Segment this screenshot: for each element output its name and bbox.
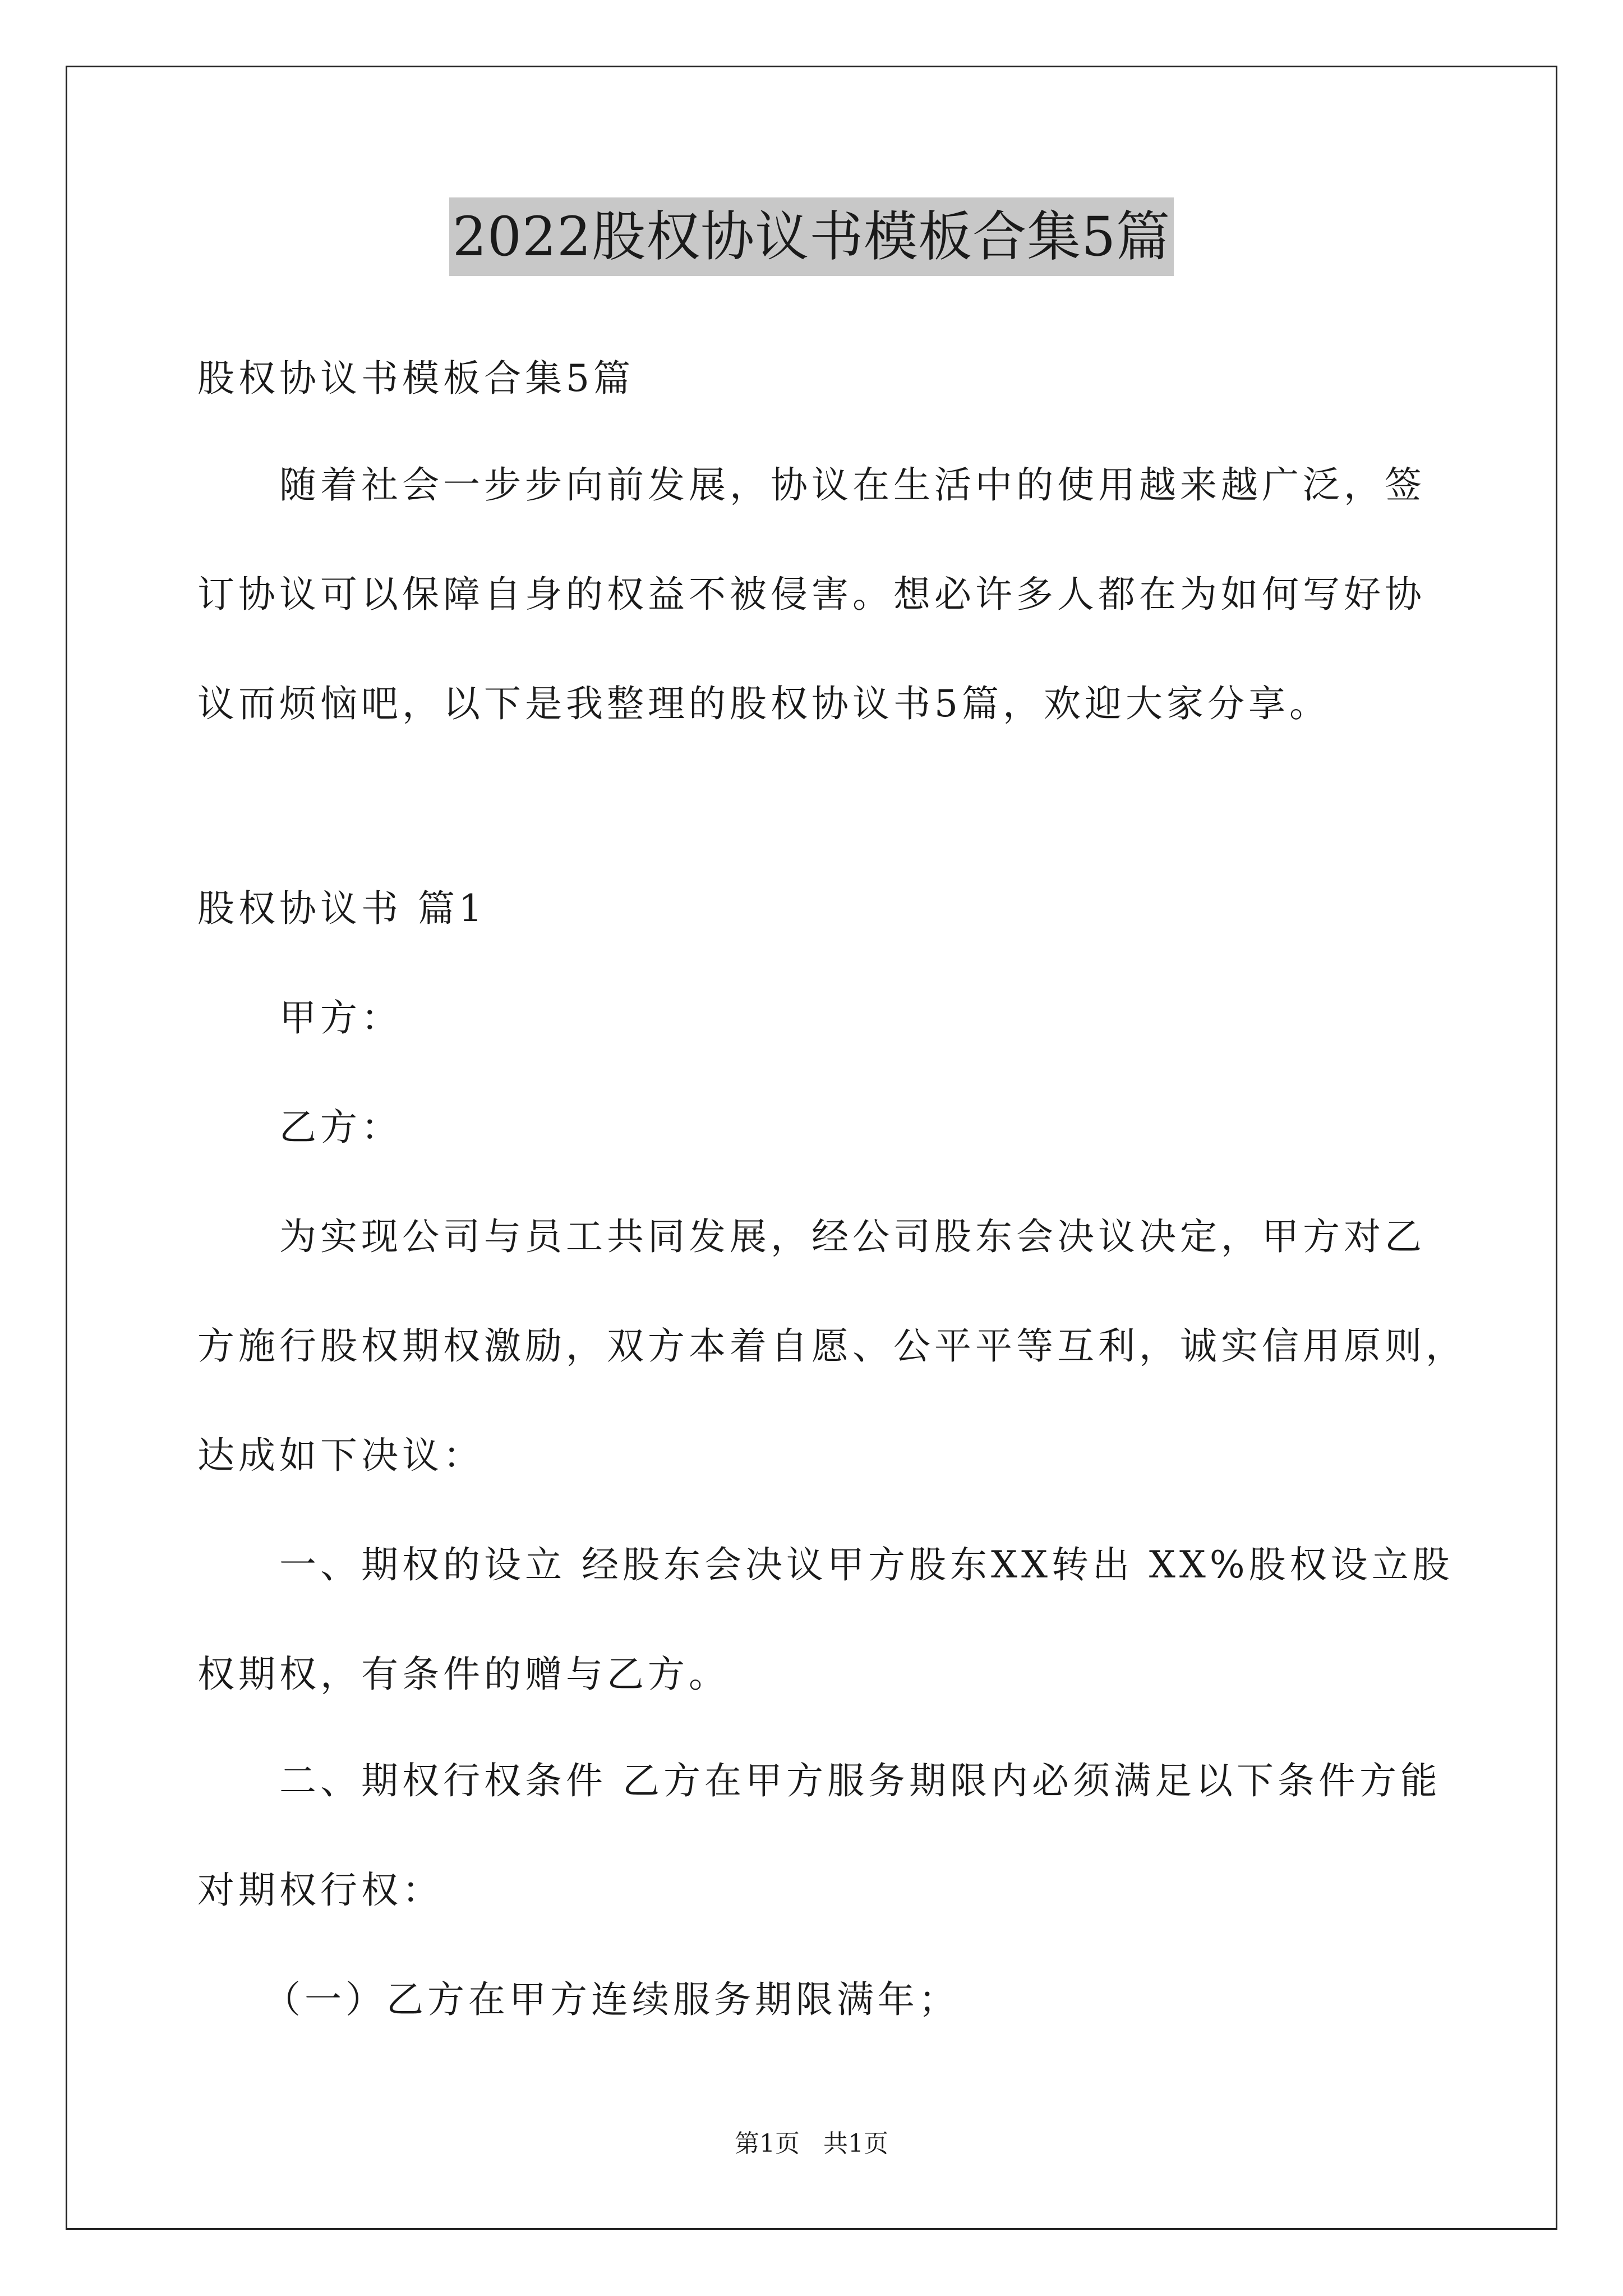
title-container <box>0 197 1623 276</box>
party-b-line: 乙方： <box>279 1106 402 1149</box>
page-footer <box>0 2127 1623 2161</box>
clause-line: 一、期权的设立 经股东会决议甲方股东XX转出 XX%股权设立股 <box>279 1543 1454 1586</box>
paragraph-line: 方施行股权期权激励，双方本着自愿、公平平等互利，诚实信用原则， <box>197 1324 1467 1368</box>
paragraph-line: 议而烦恼吧，以下是我整理的股权协议书5篇，欢迎大家分享。 <box>197 682 1330 725</box>
paragraph-line: 订协议可以保障自身的权益不被侵害。想必许多人都在为如何写好协 <box>197 573 1426 616</box>
clause-item-line: （一）乙方在甲方连续服务期限满年； <box>264 1978 960 2021</box>
party-a-line: 甲方： <box>279 996 402 1039</box>
page-number-total: 共1页 <box>823 2129 888 2158</box>
clause-line: 权期权，有条件的赠与乙方。 <box>197 1653 730 1696</box>
paragraph-line: 达成如下决议： <box>197 1434 484 1477</box>
document-title: 2022股权协议书模板合集5篇 <box>449 197 1174 276</box>
paragraph-line: 为实现公司与员工共同发展，经公司股东会决议决定，甲方对乙 <box>279 1215 1426 1258</box>
paragraph-line: 随着社会一步步向前发展，协议在生活中的使用越来越广泛，签 <box>279 463 1426 507</box>
clause-line: 对期权行权： <box>197 1869 443 1912</box>
page-number-current: 第1页 <box>735 2129 800 2158</box>
clause-line: 二、期权行权条件 乙方在甲方服务期限内必须满足以下条件方能 <box>279 1759 1441 1802</box>
subtitle-line: 股权协议书模板合集5篇 <box>197 357 634 400</box>
section-heading: 股权协议书 篇1 <box>197 887 486 930</box>
